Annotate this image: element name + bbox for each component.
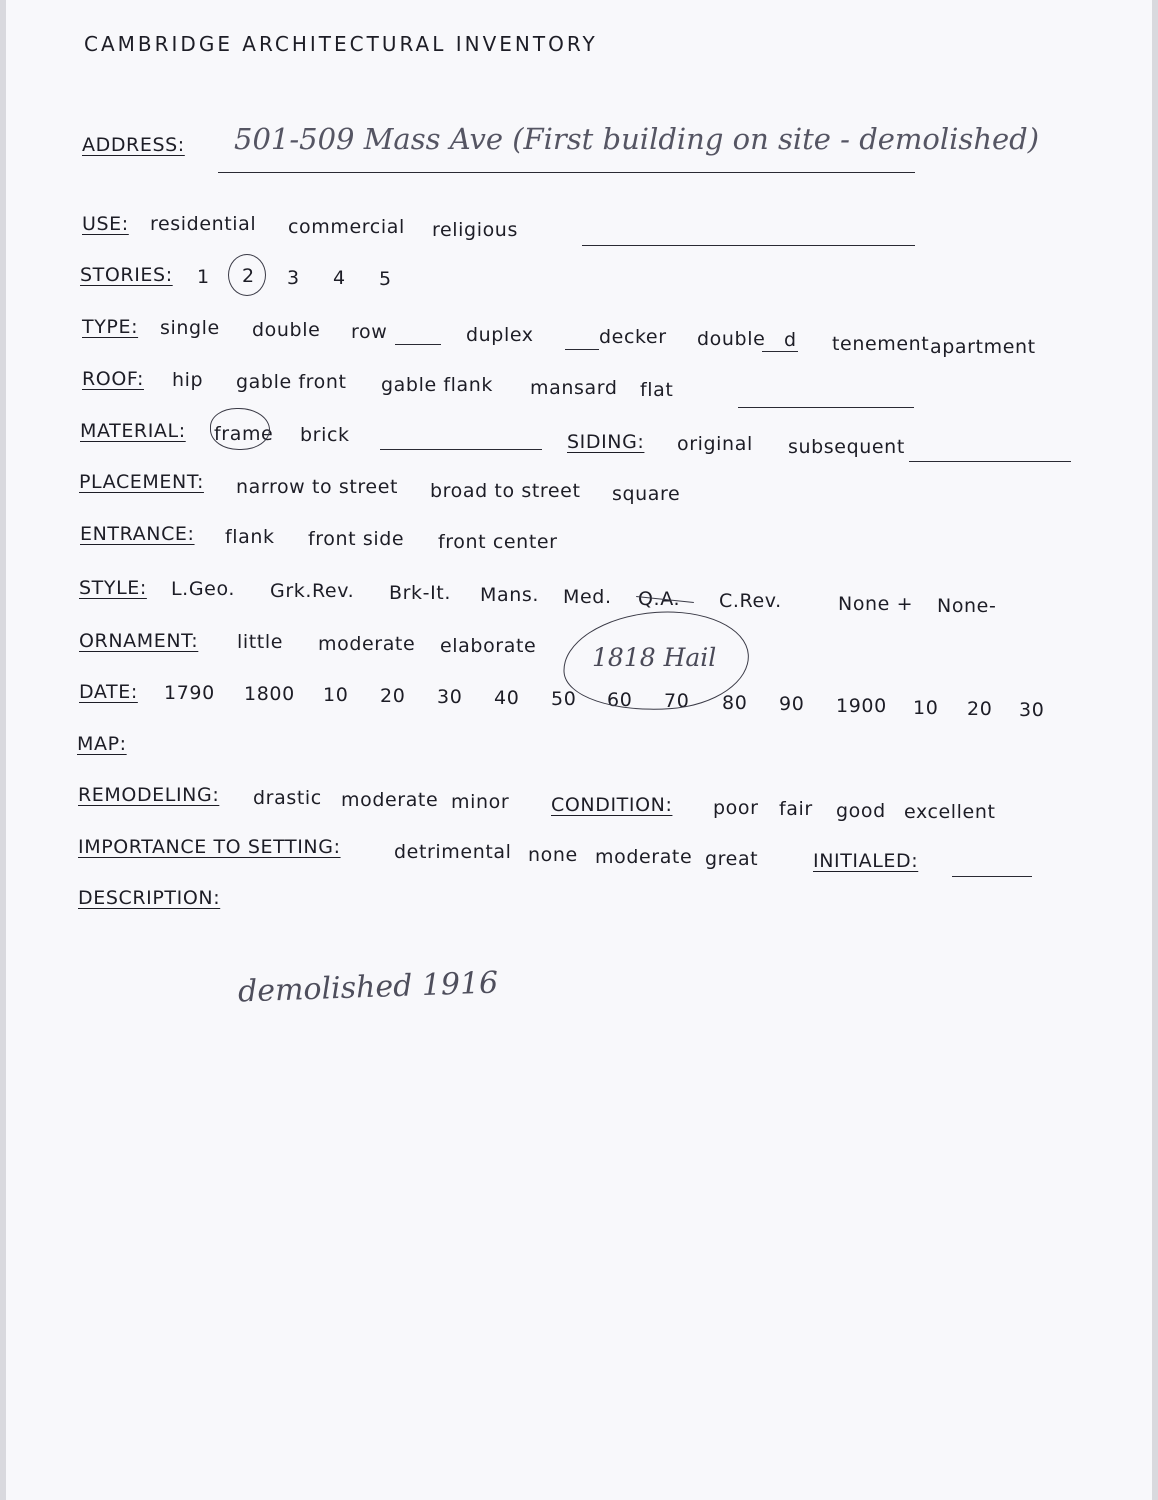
type-duplex: duplex xyxy=(466,324,534,346)
importance-moderate: moderate xyxy=(595,846,693,868)
map-label: MAP: xyxy=(77,733,127,755)
type-d: d xyxy=(784,329,797,351)
form-title: CAMBRIDGE ARCHITECTURAL INVENTORY xyxy=(84,32,598,56)
stories-selected-circle xyxy=(228,254,266,296)
ornament-elaborate: elaborate xyxy=(440,635,537,657)
siding-original: original xyxy=(677,433,753,455)
placement-square: square xyxy=(612,483,681,505)
initialed-label: INITIALED: xyxy=(813,850,919,872)
type-row: row xyxy=(351,321,388,343)
style-qa: Q.A. xyxy=(638,588,681,610)
date-handwritten-note: 1818 Hail xyxy=(592,643,717,672)
date-1820: 20 xyxy=(380,685,406,707)
roof-hip: hip xyxy=(172,369,204,391)
stories-3: 3 xyxy=(287,267,300,289)
address-line xyxy=(218,172,915,173)
ornament-label: ORNAMENT: xyxy=(79,630,199,652)
style-none-minus: None- xyxy=(937,595,997,617)
roof-mansard: mansard xyxy=(530,377,618,399)
date-1840: 40 xyxy=(494,687,520,709)
date-1930: 30 xyxy=(1019,699,1045,721)
scan-edge-right xyxy=(1152,0,1158,1500)
date-1900: 1900 xyxy=(836,695,887,717)
entrance-flank: flank xyxy=(225,526,275,548)
style-lgeo: L.Geo. xyxy=(171,578,235,600)
roof-label: ROOF: xyxy=(82,368,144,390)
condition-fair: fair xyxy=(779,798,813,820)
style-mans: Mans. xyxy=(480,584,540,606)
stories-4: 4 xyxy=(333,267,346,289)
date-1880: 80 xyxy=(722,692,748,714)
condition-poor: poor xyxy=(713,797,759,819)
use-residential: residential xyxy=(150,213,257,235)
style-none-plus: None + xyxy=(838,593,914,615)
style-brkit: Brk-It. xyxy=(389,582,451,604)
date-1920: 20 xyxy=(967,698,993,720)
material-selected-circle xyxy=(210,408,270,450)
material-label: MATERIAL: xyxy=(80,420,186,442)
remodeling-moderate: moderate xyxy=(341,789,439,811)
entrance-label: ENTRANCE: xyxy=(80,523,195,545)
style-crev: C.Rev. xyxy=(719,590,782,612)
type-row-line xyxy=(395,344,441,345)
date-1910: 10 xyxy=(913,697,939,719)
roof-gable-front: gable front xyxy=(236,371,347,393)
type-single: single xyxy=(160,317,220,339)
material-frame: frame xyxy=(214,423,274,445)
date-1890: 90 xyxy=(779,693,805,715)
material-other-line xyxy=(380,449,542,450)
placement-narrow: narrow to street xyxy=(236,476,399,498)
roof-flat: flat xyxy=(640,379,674,401)
importance-detrimental: detrimental xyxy=(394,841,512,863)
importance-label: IMPORTANCE TO SETTING: xyxy=(78,836,341,858)
siding-label: SIDING: xyxy=(567,431,645,453)
importance-great: great xyxy=(705,848,759,870)
use-other-line xyxy=(582,245,915,246)
date-1800: 1800 xyxy=(244,683,295,705)
entrance-front-side: front side xyxy=(308,528,405,550)
stories-5: 5 xyxy=(379,268,392,290)
remodeling-label: REMODELING: xyxy=(78,784,220,806)
date-1810: 10 xyxy=(323,684,349,706)
type-decker: decker xyxy=(599,326,667,348)
stories-label: STORIES: xyxy=(80,264,173,286)
style-label: STYLE: xyxy=(79,577,147,599)
initialed-line xyxy=(952,876,1032,877)
type-double: double xyxy=(252,319,321,341)
date-1790: 1790 xyxy=(164,682,215,704)
condition-label: CONDITION: xyxy=(551,794,673,816)
style-med: Med. xyxy=(563,586,612,608)
type-double-d: double xyxy=(697,328,766,350)
type-double-d-line xyxy=(762,351,798,352)
siding-other-line xyxy=(909,461,1071,462)
address-handwritten: 501-509 Mass Ave (First building on site - demolished) xyxy=(234,122,1040,156)
type-label: TYPE: xyxy=(82,316,139,338)
remodeling-minor: minor xyxy=(451,791,510,813)
roof-other-line xyxy=(738,407,914,408)
siding-subsequent: subsequent xyxy=(788,436,905,458)
placement-label: PLACEMENT: xyxy=(79,471,204,493)
date-1860: 60 xyxy=(607,689,633,711)
condition-excellent: excellent xyxy=(904,801,996,823)
importance-none: none xyxy=(528,844,578,866)
date-1850: 50 xyxy=(551,688,577,710)
description-label: DESCRIPTION: xyxy=(78,887,221,909)
ornament-moderate: moderate xyxy=(318,633,416,655)
date-1870: 70 xyxy=(664,690,690,712)
placement-broad: broad to street xyxy=(430,480,581,502)
type-decker-line xyxy=(565,349,599,350)
condition-good: good xyxy=(836,800,886,822)
type-tenement: tenement xyxy=(832,333,930,355)
style-grkrev: Grk.Rev. xyxy=(270,580,355,602)
use-label: USE: xyxy=(82,213,129,235)
date-label: DATE: xyxy=(79,681,138,703)
entrance-front-center: front center xyxy=(438,531,558,553)
use-religious: religious xyxy=(432,219,518,241)
scan-edge-left xyxy=(0,0,6,1500)
use-commercial: commercial xyxy=(288,216,405,238)
type-apartment: apartment xyxy=(930,336,1036,358)
stories-1: 1 xyxy=(197,266,210,288)
stories-2: 2 xyxy=(242,265,255,287)
remodeling-drastic: drastic xyxy=(253,787,322,809)
address-label: ADDRESS: xyxy=(82,134,185,156)
roof-gable-flank: gable flank xyxy=(381,374,494,396)
ornament-little: little xyxy=(237,631,284,653)
date-1830: 30 xyxy=(437,686,463,708)
material-brick: brick xyxy=(300,424,350,446)
description-handwritten: demolished 1916 xyxy=(237,965,499,1010)
